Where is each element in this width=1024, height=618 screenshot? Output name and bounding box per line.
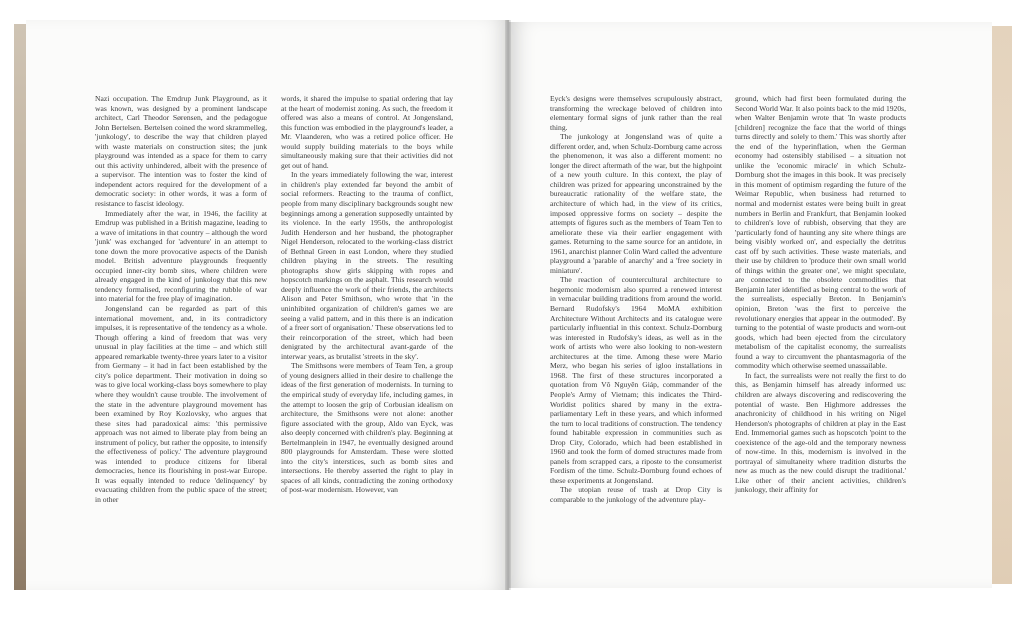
paragraph: In fact, the surrealists were not really the first to do this, as Benjamin himself has already informed us: children are always discovering and rediscovering the potential of waste. Ben Highmore addresses the anachronicity of childhood in his writing on Nigel Henderson's photographs of children at play in the East End. Immemorial games such as hopscotch 'point to the coexistence of the age-old and the temporary newness of now-time. In this, modernism is involved in the portrayal of simultaneity where tradition disturbs the new as much as the new could disrupt the traditional.' Like other of their ancient activities, children's junkology, their affinity for (735, 370, 906, 495)
paragraph: ground, which had first been formulated during the Second World War. It also points back to the mid 1920s, when Walter Benjamin wrote that 'In waste products [children] recognize the face that the world of things turns directly and solely to them.' This was shortly after the end of the hyperinflation, when the German economy had ostensibly stabilised – a situation not unlike the 'economic miracle' in which Schulz-Dornburg shot the images in this book. It was precisely in this moment of optimism regarding the future of the Weimar Republic, when business had returned to normal and modernist estates were being built in great numbers in Berlin and Frankfurt, that Benjamin looked to children's love of rubbish, observing that they are 'particularly fond of haunting any site where things are being visibly worked on', and especially the detritus cast off by such activities. These waste materials, and their use by children to 'produce their own small world of things within the greater one', we might speculate, are connected to the obsolete commodities that Benjamin later identified as being central to the work of the surrealists, especially Breton. In Benjamin's opinion, Breton 'was the first to perceive the revolutionary energies that appear in the outmoded'. By turning to the potential of waste products and worn-out goods, which had been ejected from the circulatory metabolism of the capitalist economy, the surrealists found a way to circumvent the phantasmagoria of the commodity which otherwise seemed unassailable. (735, 94, 906, 371)
book-cover-edge-right (990, 26, 1012, 584)
paragraph: The junkology at Jongensland was of quite a different order, and, when Schulz-Dornburg came across the phenomenon, it was also a different moment: no longer the direct aftermath of the war, but the highpoint of a new youth culture. In this context, the play of children was prized for appearing unconstrained by the bureaucratic rationality of the welfare state, the architecture of which had, in the view of its critics, imposed oppressive forms on society – despite the attempts of figures such as the members of Team Ten to ameliorate these via their earlier engagement with games. Returning to the same source for an antidote, in 1961, anarchist planner Colin Ward called the adventure playground a 'parable of anarchy' and a 'free society in miniature'. (550, 132, 722, 275)
text-column-3 (550, 94, 722, 505)
paragraph: In the years immediately following the war, interest in children's play extended far beyond the ambit of social reformers. Reacting to the trauma of conflict, people from many disciplinary backgrounds sought new beginnings among a generation supposedly untainted by its violence. In the early 1950s, the anthropologist Judith Henderson and her husband, the photographer Nigel Henderson, relocated to the working-class district of Bethnal Green in east London, where they studied children playing in the streets. The resulting photographs show girls skipping with ropes and hopscotch markings on the asphalt. This research would deeply influence the work of their friends, the architects Alison and Peter Smithson, who wrote that 'in the uninhibited organization of children's games we are seeing a valid pattern, and in this there is an indication of a freer sort of organisation.' These observations led to their reincorporation of the street, which had been denigrated by the architectural avant-garde of the interwar years, as brutalist 'streets in the sky'. (281, 170, 453, 361)
paragraph: The reaction of countercultural architecture to hegemonic modernism also spurred a renewed interest in vernacular building traditions from around the world. Bernard Rudofsky's 1964 MoMA exhibition Architecture Without Architects and its catalogue were particularly influential in this context. Schulz-Dornburg was interested in Rudofsky's ideas, as well as in the work of artists who were also looking to non-western architectures at the time. Among these were Mario Merz, who began his series of igloo installations in 1968. The first of these structures incorporated a quotation from Võ Nguyên Giáp, commander of the People's Army of Vietnam; this indicates the Third-Worldist politics shared by many in the extra-parliamentary Left in these years, and which informed the turn to local traditions of construction. The tendency found habitable expression in communities such as Drop City, Colorado, which had been established in 1960 and took the form of domed structures made from panels from scrapped cars, a riposte to the consumerist Fordism of the time. Schulz-Dornburg found echoes of these experiments at Jongensland. (550, 275, 722, 485)
paragraph: The utopian reuse of trash at Drop City is comparable to the junkology of the adventure play- (550, 485, 722, 504)
paragraph: Eyck's designs were themselves scrupulously abstract, transforming the wreckage beloved of children into elementary formal signs of junk rather than the real thing. (550, 94, 722, 132)
text-column-4 (735, 94, 906, 495)
book-gutter (505, 20, 511, 590)
paragraph: Nazi occupation. The Emdrup Junk Playground, as it was known, was designed by a prominent landscape architect, Carl Theodor Sørensen, and the pedagogue John Bertelsen. Bertelsen coined the word skrammelleg, 'junkology', to describe the way that children played with waste materials on construction sites; the junk playground was intended as a space for them to carry out this activity unhindered, albeit with the presence of a supervisor. The intention was to foster the kind of independent actors required for the development of a democratic society: in other words, it was a form of resistance to fascist ideology. (95, 94, 267, 209)
text-column-2 (281, 94, 453, 495)
text-column-1 (95, 94, 267, 505)
paragraph: Immediately after the war, in 1946, the facility at Emdrup was published in a British magazine, leading to a wave of imitations in that country – although the word 'junk' was exchanged for 'adventure' in an attempt to tone down the more provocative aspects of the Danish model. British adventure playgrounds frequently occupied inner-city bomb sites, where children were already engaged in the kind of junkology that this new tendency formalised, reconfiguring the rubble of war into material for the free play of imagination. (95, 208, 267, 304)
paragraph: The Smithsons were members of Team Ten, a group of young designers allied in their desire to challenge the ideas of the first generation of modernists. In turning to the empirical study of everyday life, including games, in the attempt to loosen the grip of Corbusian idealism on architecture, the Smithsons were not alone: another figure associated with the group, Aldo van Eyck, was also deeply concerned with children's play. Beginning at Bertelmanplein in 1947, he eventually designed around 800 playgrounds for Amsterdam. These were slotted into the city's interstices, such as bomb sites and intersections. He thereby asserted the right to play in spaces of all kinds, contradicting the zoning orthodoxy of post-war modernism. However, van (281, 361, 453, 495)
paragraph: Jongensland can be regarded as part of this international movement, and, in its contradictory impulses, it is representative of the tendency as a whole. Though offering a kind of freedom that was very unusual in play facilities at the time – and which still appeared remarkable twenty-three years later to a visitor from Germany – it had in fact been established by the city's police department. Their motivation in doing so was to give local working-class boys somewhere to play where they wouldn't cause trouble. The involvement of the state in the adventure playground movement has been examined by Roy Kozlovsky, who argues that these sites had paradoxical aims: 'this permissive approach was not aimed to liberate play from being an instrument of policy, but rather the opposite, to intensify the effectiveness of policy.' The adventure playground was intended to produce citizens for liberal democracies, hence its flourishing in post-war Europe. It was equally intended to reduce 'delinquency' by evacuating children from the public space of the street; in other (95, 304, 267, 504)
paragraph: words, it shared the impulse to spatial ordering that lay at the heart of modernist zoning. As such, the freedom it offered was also a means of control. At Jongensland, this function was embodied in the playground's leader, a Mr. Vlaanderen, who was a retired police officer. He would supply building materials to the boys while simultaneously making sure that their activities did not get out of hand. (281, 94, 453, 170)
